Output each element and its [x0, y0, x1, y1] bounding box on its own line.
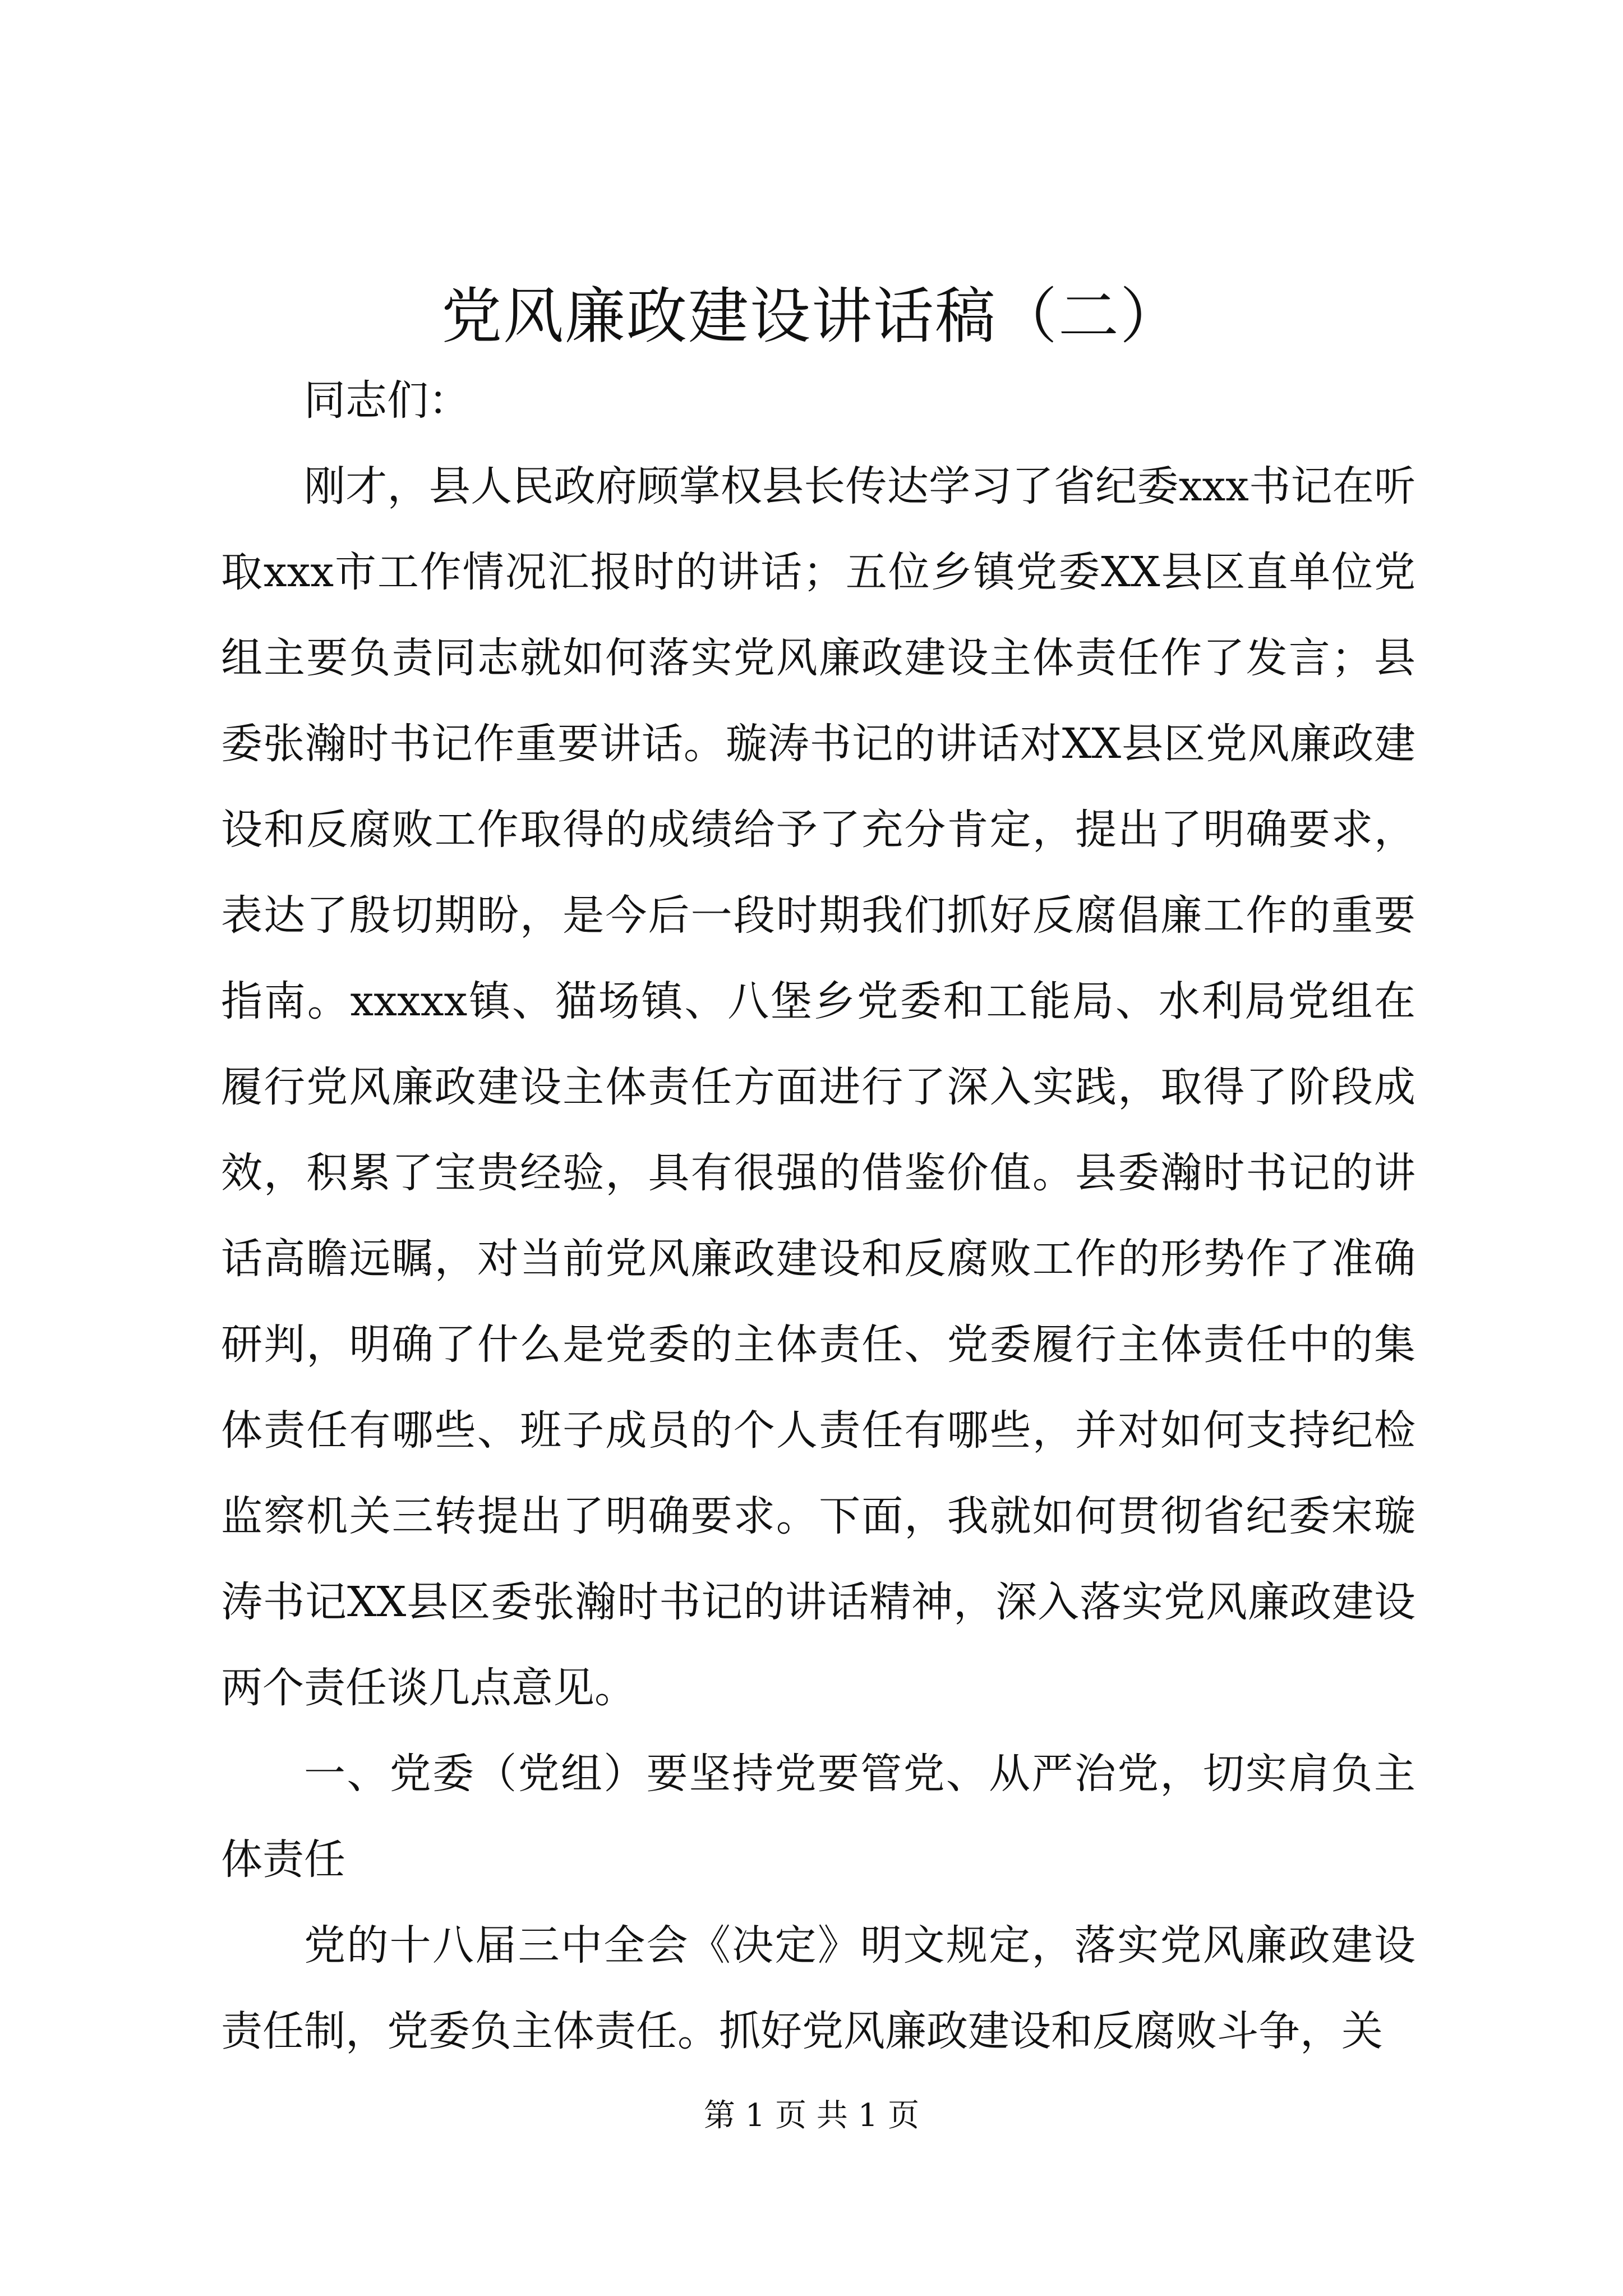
document-body — [221, 358, 1415, 2074]
salutation-paragraph: 同志们： — [304, 376, 470, 425]
opening-paragraph: 刚才，县人民政府顾掌权县长传达学习了省纪委xxx书记在听取xxx市工作情况汇报时的讲话；五位乡镇党委XX县区直单位党组主要负责同志就如何落实党风廉政建设主体责任作了发言；县委张瀚时书记作重要讲话。璇涛书记的讲话对XX县区党风廉政建设和反腐败工作取得的成绩给予了充分肯定，提出了明确要求，表达了殷切期盼，是今后一段时期我们抓好反腐倡廉工作的重要指南。xxxxx镇、猫场镇、八堡乡党委和工能局、水利局党组在履行党风廉政建设主体责任方面进行了深入实践，取得了阶段成效，积累了宝贵经验，具有很强的借鉴价值。县委瀚时书记的讲话高瞻远瞩，对当前党风廉政建设和反腐败工作的形势作了准确研判，明确了什么是党委的主体责任、党委履行主体责任中的集体责任有哪些、班子成员的个人责任有哪些，并对如何支持纪检监察机关三转提出了明确要求。下面，我就如何贯彻省纪委宋璇涛书记XX县区委张瀚时书记的讲话精神，深入落实党风廉政建设两个责任谈几点意见。 — [221, 462, 1415, 1712]
page-footer: 第 1 页 共 1 页 — [703, 2097, 920, 2134]
section-heading-paragraph: 一、党委（党组）要坚持党要管党、从严治党，切实肩负主体责任 — [221, 1750, 1415, 1884]
document-title: 党风廉政建设讲话稿（二） — [441, 282, 1182, 352]
section-body-paragraph: 党的十八届三中全会《决定》明文规定，落实党风廉政建设责任制，党委负主体责任。抓好党风廉政建设和反腐败斗争，关 — [221, 1921, 1415, 2055]
